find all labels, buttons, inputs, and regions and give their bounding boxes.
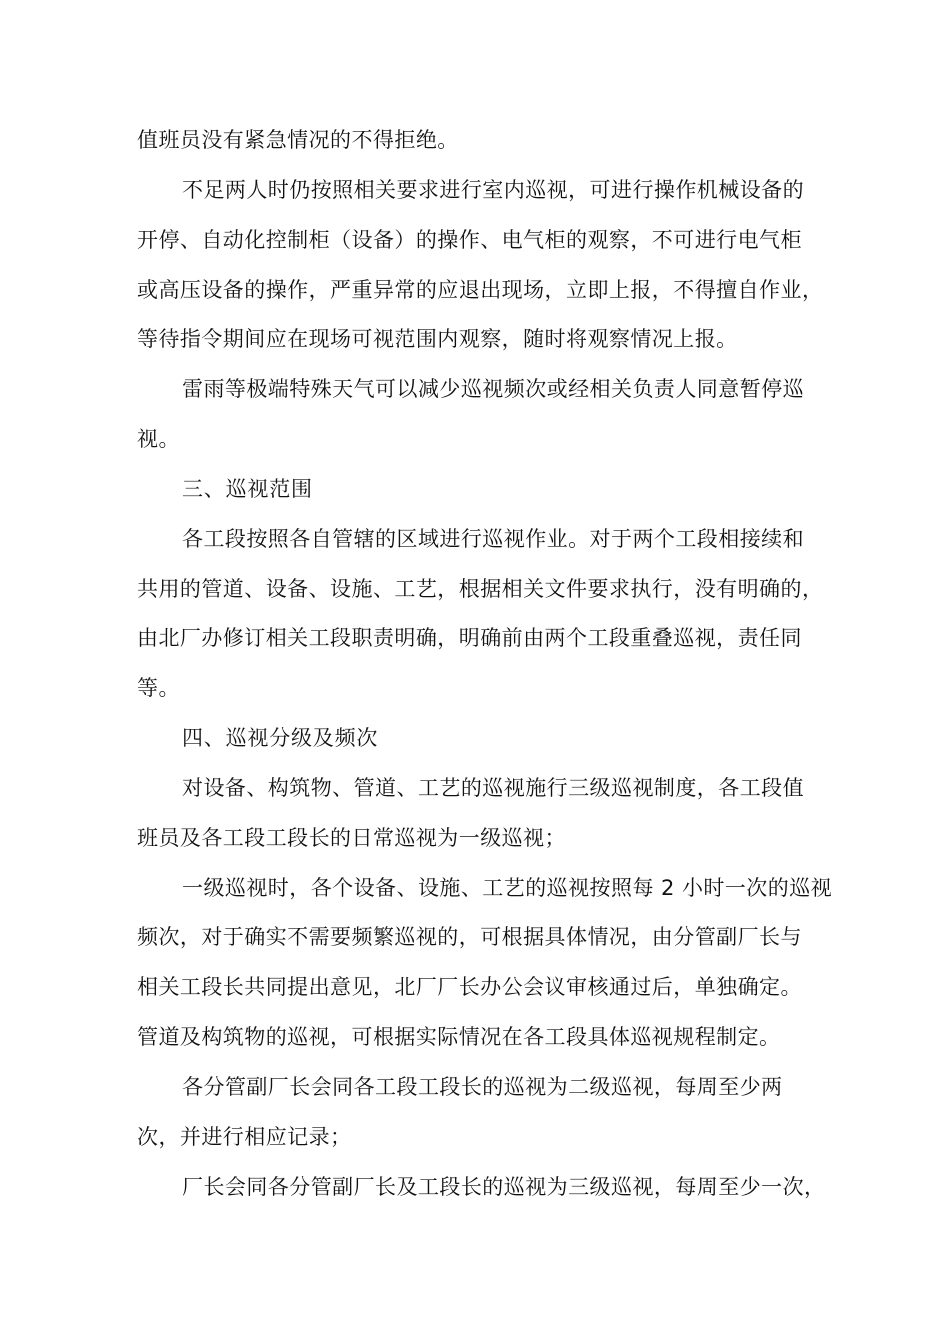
text-line: 或高压设备的操作，严重异常的应退出现场，立即上报，不得擅自作业， [137,278,824,302]
text-line: 对设备、构筑物、管道、工艺的巡视施行三级巡视制度，各工段值 [182,776,805,800]
text-line: 厂长会同各分管副厂长及工段长的巡视为三级巡视，每周至少一次， [182,1175,826,1199]
text-line: 等待指令期间应在现场可视范围内观察，随时将观察情况上报。 [137,327,738,351]
text-line: 等。 [137,676,180,700]
text-line: 由北厂办修订相关工段职责明确，明确前由两个工段重叠巡视，责任同 [137,626,802,650]
text-line: 值班员没有紧急情况的不得拒绝。 [137,128,459,152]
text-line: 管道及构筑物的巡视，可根据实际情况在各工段具体巡视规程制定。 [137,1025,781,1049]
section-heading: 三、巡视范围 [182,477,313,501]
text-line: 不足两人时仍按照相关要求进行室内巡视，可进行操作机械设备的 [182,178,805,202]
text-line: 开停、自动化控制柜（设备）的操作、电气柜的观察，不可进行电气柜 [137,228,802,252]
text-line: 班员及各工段工段长的日常巡视为一级巡视； [137,826,566,850]
text-line: 共用的管道、设备、设施、工艺，根据相关文件要求执行，没有明确的， [137,577,824,601]
text-line: 雷雨等极端特殊天气可以减少巡视频次或经相关负责人同意暂停巡 [182,377,805,401]
text-line: 频次，对于确实不需要频繁巡视的，可根据具体情况，由分管副厂长与 [137,925,802,949]
section-heading: 四、巡视分级及频次 [182,726,379,750]
text-line: 次，并进行相应记录； [137,1125,352,1149]
text-line: 各工段按照各自管辖的区域进行巡视作业。对于两个工段相接续和 [182,527,805,551]
text-line: 各分管副厂长会同各工段工段长的巡视为二级巡视，每周至少两 [182,1075,783,1099]
text-line: 相关工段长共同提出意见，北厂厂长办公会议审核通过后，单独确定。 [137,975,802,999]
text-line: 一级巡视时，各个设备、设施、工艺的巡视按照每 2 小时一次的巡视 [182,876,833,900]
text-line: 视。 [137,427,180,451]
